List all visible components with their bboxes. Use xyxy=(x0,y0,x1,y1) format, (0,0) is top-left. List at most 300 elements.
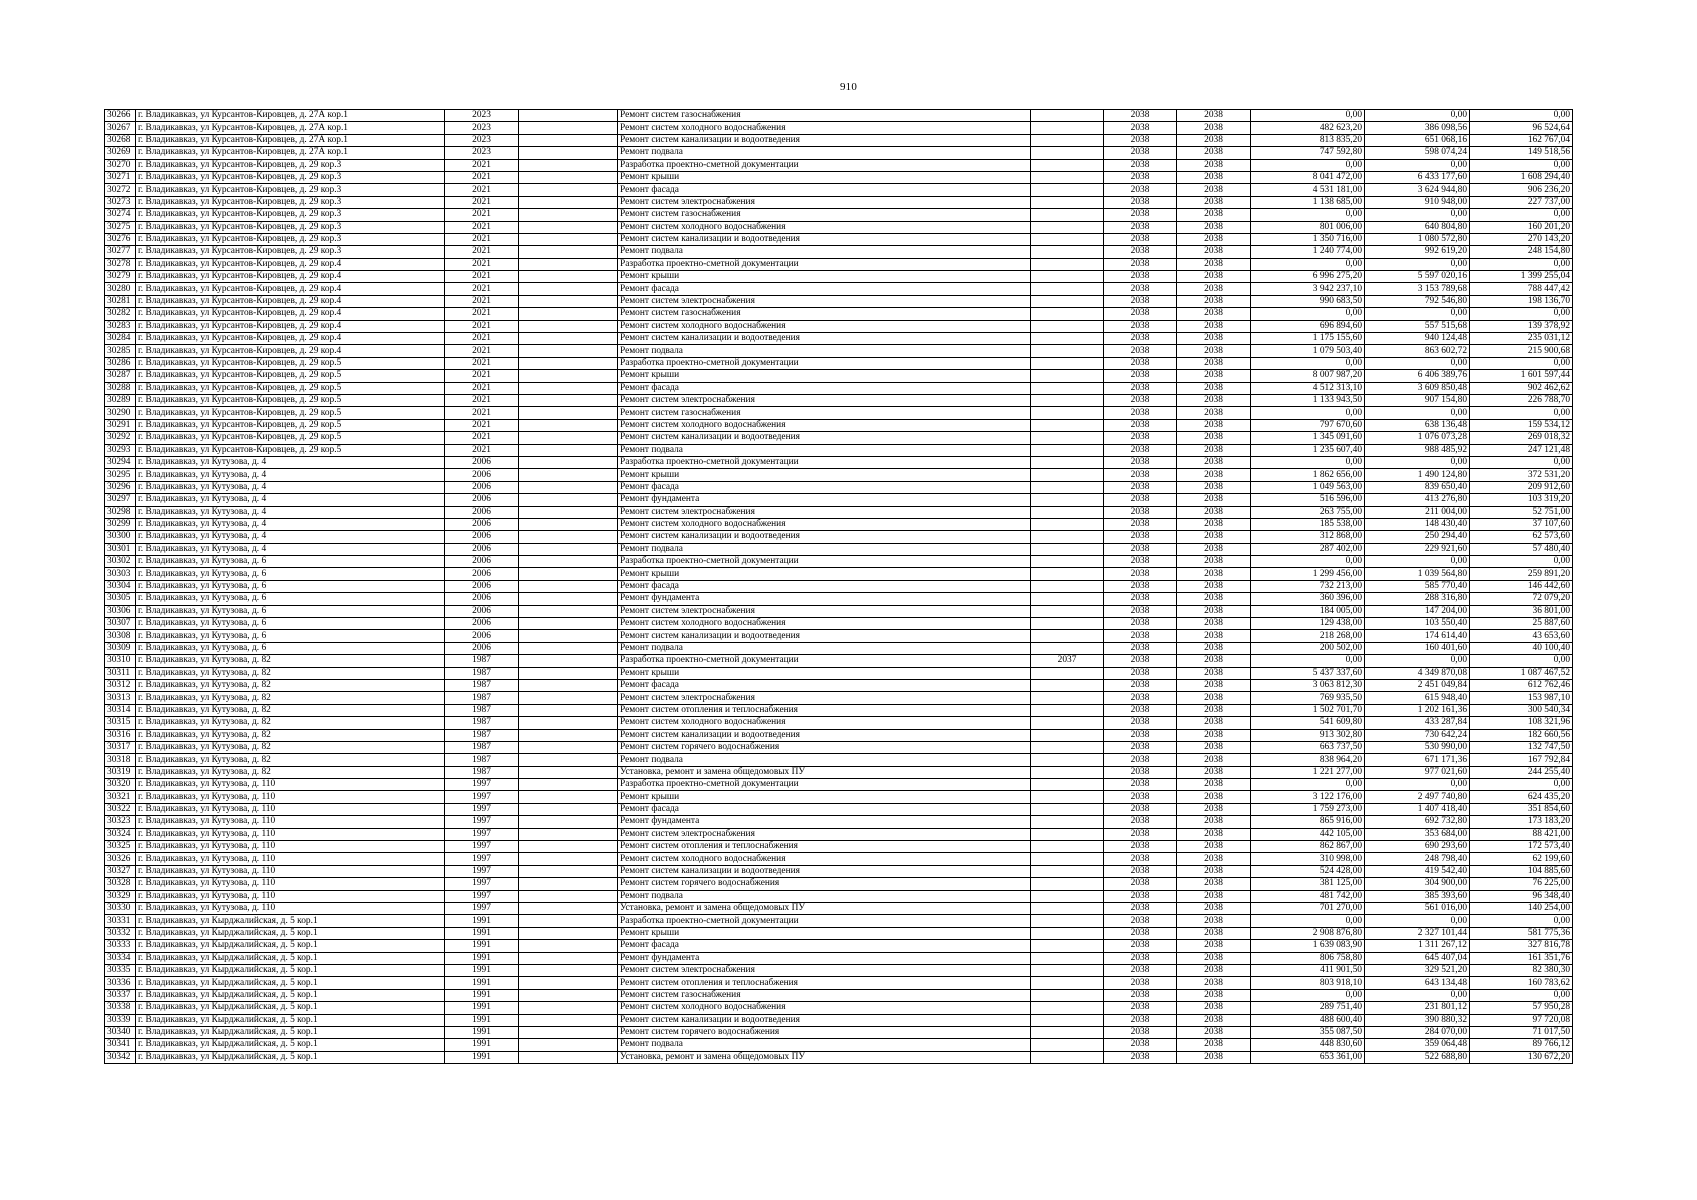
plan-year-start-cell: 2038 xyxy=(1104,989,1177,1001)
address-cell: г. Владикавказ, ул Кырджалийская, д. 5 кор.1 xyxy=(136,1026,445,1038)
blank-cell xyxy=(519,977,618,989)
fund-cost-cell: 640 804,80 xyxy=(1365,221,1470,233)
owner-cost-cell: 270 143,20 xyxy=(1470,233,1573,245)
build-year-cell: 2006 xyxy=(445,630,519,642)
plan-year-end-cell: 2038 xyxy=(1177,196,1251,208)
plan-year-end-cell: 2038 xyxy=(1177,1002,1251,1014)
build-year-cell: 1991 xyxy=(445,989,519,1001)
work-type-cell: Ремонт подвала xyxy=(618,345,1031,357)
fund-cost-cell: 359 064,48 xyxy=(1365,1039,1470,1051)
total-cost-cell: 1 221 277,00 xyxy=(1251,766,1365,778)
plan-year-start-cell: 2038 xyxy=(1104,890,1177,902)
owner-cost-cell: 62 199,60 xyxy=(1470,853,1573,865)
table-body xyxy=(105,110,1573,1064)
blank-cell xyxy=(519,196,618,208)
plan-year-end-cell: 2038 xyxy=(1177,481,1251,493)
table-row xyxy=(105,927,1573,939)
plan-year-start-cell: 2038 xyxy=(1104,518,1177,530)
plan-year-start-cell: 2038 xyxy=(1104,679,1177,691)
blank-cell xyxy=(519,171,618,183)
row-number: 30334 xyxy=(105,952,136,964)
row-number: 30327 xyxy=(105,865,136,877)
extra-year-cell xyxy=(1031,865,1104,877)
extra-year-cell xyxy=(1031,531,1104,543)
blank-cell xyxy=(519,890,618,902)
table-row xyxy=(105,419,1573,431)
work-type-cell: Ремонт систем электроснабжения xyxy=(618,605,1031,617)
plan-year-start-cell: 2038 xyxy=(1104,370,1177,382)
total-cost-cell: 2 908 876,80 xyxy=(1251,927,1365,939)
blank-cell xyxy=(519,667,618,679)
fund-cost-cell: 643 134,48 xyxy=(1365,977,1470,989)
address-cell: г. Владикавказ, ул Кырджалийская, д. 5 кор.1 xyxy=(136,927,445,939)
owner-cost-cell: 160 783,62 xyxy=(1470,977,1573,989)
total-cost-cell: 360 396,00 xyxy=(1251,593,1365,605)
address-cell: г. Владикавказ, ул Курсантов-Кировцев, д. 29 кор.4 xyxy=(136,258,445,270)
work-type-cell: Разработка проектно-сметной документации xyxy=(618,159,1031,171)
address-cell: г. Владикавказ, ул Курсантов-Кировцев, д. 29 кор.3 xyxy=(136,171,445,183)
work-type-cell: Ремонт систем газоснабжения xyxy=(618,308,1031,320)
plan-year-start-cell: 2038 xyxy=(1104,147,1177,159)
extra-year-cell xyxy=(1031,345,1104,357)
total-cost-cell: 0,00 xyxy=(1251,357,1365,369)
build-year-cell: 1997 xyxy=(445,841,519,853)
build-year-cell: 2021 xyxy=(445,258,519,270)
address-cell: г. Владикавказ, ул Кутузова, д. 82 xyxy=(136,754,445,766)
work-type-cell: Ремонт фундамента xyxy=(618,494,1031,506)
owner-cost-cell: 269 018,32 xyxy=(1470,432,1573,444)
extra-year-cell xyxy=(1031,246,1104,258)
plan-year-end-cell: 2038 xyxy=(1177,320,1251,332)
plan-year-end-cell: 2038 xyxy=(1177,630,1251,642)
blank-cell xyxy=(519,717,618,729)
row-number: 30267 xyxy=(105,122,136,134)
owner-cost-cell: 71 017,50 xyxy=(1470,1026,1573,1038)
blank-cell xyxy=(519,506,618,518)
plan-year-start-cell: 2038 xyxy=(1104,295,1177,307)
work-type-cell: Ремонт систем холодного водоснабжения xyxy=(618,717,1031,729)
fund-cost-cell: 0,00 xyxy=(1365,407,1470,419)
address-cell: г. Владикавказ, ул Кутузова, д. 82 xyxy=(136,679,445,691)
fund-cost-cell: 863 602,72 xyxy=(1365,345,1470,357)
fund-cost-cell: 638 136,48 xyxy=(1365,419,1470,431)
total-cost-cell: 0,00 xyxy=(1251,779,1365,791)
plan-year-end-cell: 2038 xyxy=(1177,679,1251,691)
owner-cost-cell: 76 225,00 xyxy=(1470,878,1573,890)
row-number: 30328 xyxy=(105,878,136,890)
work-type-cell: Ремонт систем канализации и водоотведения xyxy=(618,531,1031,543)
plan-year-end-cell: 2038 xyxy=(1177,370,1251,382)
work-type-cell: Ремонт систем холодного водоснабжения xyxy=(618,618,1031,630)
owner-cost-cell: 182 660,56 xyxy=(1470,729,1573,741)
row-number: 30338 xyxy=(105,1002,136,1014)
work-type-cell: Ремонт систем электроснабжения xyxy=(618,394,1031,406)
total-cost-cell: 6 996 275,20 xyxy=(1251,271,1365,283)
extra-year-cell xyxy=(1031,283,1104,295)
row-number: 30318 xyxy=(105,754,136,766)
owner-cost-cell: 0,00 xyxy=(1470,779,1573,791)
plan-year-end-cell: 2038 xyxy=(1177,878,1251,890)
fund-cost-cell: 651 068,16 xyxy=(1365,134,1470,146)
fund-cost-cell: 0,00 xyxy=(1365,209,1470,221)
row-number: 30337 xyxy=(105,989,136,1001)
work-type-cell: Ремонт крыши xyxy=(618,791,1031,803)
table-row xyxy=(105,221,1573,233)
extra-year-cell xyxy=(1031,890,1104,902)
row-number: 30326 xyxy=(105,853,136,865)
owner-cost-cell: 0,00 xyxy=(1470,456,1573,468)
row-number: 30281 xyxy=(105,295,136,307)
owner-cost-cell: 0,00 xyxy=(1470,110,1573,122)
total-cost-cell: 838 964,20 xyxy=(1251,754,1365,766)
plan-year-end-cell: 2038 xyxy=(1177,283,1251,295)
build-year-cell: 1991 xyxy=(445,1002,519,1014)
address-cell: г. Владикавказ, ул Курсантов-Кировцев, д. 27А кор.1 xyxy=(136,134,445,146)
build-year-cell: 2021 xyxy=(445,271,519,283)
plan-year-end-cell: 2038 xyxy=(1177,655,1251,667)
extra-year-cell xyxy=(1031,308,1104,320)
fund-cost-cell: 148 430,40 xyxy=(1365,518,1470,530)
plan-year-end-cell: 2038 xyxy=(1177,506,1251,518)
fund-cost-cell: 353 684,00 xyxy=(1365,828,1470,840)
address-cell: г. Владикавказ, ул Кутузова, д. 110 xyxy=(136,803,445,815)
row-number: 30341 xyxy=(105,1039,136,1051)
work-type-cell: Разработка проектно-сметной документации xyxy=(618,915,1031,927)
fund-cost-cell: 907 154,80 xyxy=(1365,394,1470,406)
work-type-cell: Ремонт подвала xyxy=(618,543,1031,555)
plan-year-start-cell: 2038 xyxy=(1104,1039,1177,1051)
build-year-cell: 1991 xyxy=(445,1026,519,1038)
extra-year-cell xyxy=(1031,147,1104,159)
blank-cell xyxy=(519,556,618,568)
build-year-cell: 1987 xyxy=(445,679,519,691)
work-type-cell: Ремонт систем холодного водоснабжения xyxy=(618,221,1031,233)
table-row xyxy=(105,444,1573,456)
work-type-cell: Ремонт систем горячего водоснабжения xyxy=(618,741,1031,753)
build-year-cell: 2006 xyxy=(445,568,519,580)
extra-year-cell xyxy=(1031,679,1104,691)
blank-cell xyxy=(519,766,618,778)
address-cell: г. Владикавказ, ул Кутузова, д. 110 xyxy=(136,903,445,915)
work-type-cell: Разработка проектно-сметной документации xyxy=(618,456,1031,468)
plan-year-end-cell: 2038 xyxy=(1177,1039,1251,1051)
owner-cost-cell: 0,00 xyxy=(1470,308,1573,320)
extra-year-cell xyxy=(1031,717,1104,729)
fund-cost-cell: 0,00 xyxy=(1365,456,1470,468)
plan-year-end-cell: 2038 xyxy=(1177,952,1251,964)
plan-year-end-cell: 2038 xyxy=(1177,828,1251,840)
plan-year-start-cell: 2038 xyxy=(1104,741,1177,753)
row-number: 30315 xyxy=(105,717,136,729)
table-row xyxy=(105,865,1573,877)
fund-cost-cell: 5 597 020,16 xyxy=(1365,271,1470,283)
blank-cell xyxy=(519,221,618,233)
address-cell: г. Владикавказ, ул Кутузова, д. 4 xyxy=(136,506,445,518)
plan-year-end-cell: 2038 xyxy=(1177,903,1251,915)
extra-year-cell xyxy=(1031,915,1104,927)
extra-year-cell xyxy=(1031,258,1104,270)
work-type-cell: Ремонт подвала xyxy=(618,1039,1031,1051)
work-type-cell: Ремонт систем холодного водоснабжения xyxy=(618,320,1031,332)
total-cost-cell: 0,00 xyxy=(1251,556,1365,568)
extra-year-cell xyxy=(1031,357,1104,369)
fund-cost-cell: 0,00 xyxy=(1365,779,1470,791)
owner-cost-cell: 96 524,64 xyxy=(1470,122,1573,134)
build-year-cell: 1997 xyxy=(445,816,519,828)
plan-year-end-cell: 2038 xyxy=(1177,853,1251,865)
row-number: 30295 xyxy=(105,469,136,481)
plan-year-start-cell: 2038 xyxy=(1104,345,1177,357)
plan-year-start-cell: 2038 xyxy=(1104,580,1177,592)
owner-cost-cell: 0,00 xyxy=(1470,357,1573,369)
address-cell: г. Владикавказ, ул Кутузова, д. 6 xyxy=(136,593,445,605)
plan-year-end-cell: 2038 xyxy=(1177,444,1251,456)
fund-cost-cell: 386 098,56 xyxy=(1365,122,1470,134)
table-row xyxy=(105,853,1573,865)
work-type-cell: Ремонт систем холодного водоснабжения xyxy=(618,419,1031,431)
total-cost-cell: 0,00 xyxy=(1251,655,1365,667)
owner-cost-cell: 209 912,60 xyxy=(1470,481,1573,493)
fund-cost-cell: 2 451 049,84 xyxy=(1365,679,1470,691)
plan-year-start-cell: 2038 xyxy=(1104,1014,1177,1026)
row-number: 30324 xyxy=(105,828,136,840)
table-row xyxy=(105,295,1573,307)
build-year-cell: 2006 xyxy=(445,481,519,493)
fund-cost-cell: 730 642,24 xyxy=(1365,729,1470,741)
address-cell: г. Владикавказ, ул Курсантов-Кировцев, д. 27А кор.1 xyxy=(136,122,445,134)
plan-year-start-cell: 2038 xyxy=(1104,159,1177,171)
fund-cost-cell: 557 515,68 xyxy=(1365,320,1470,332)
build-year-cell: 2021 xyxy=(445,345,519,357)
owner-cost-cell: 227 737,00 xyxy=(1470,196,1573,208)
table-row xyxy=(105,432,1573,444)
extra-year-cell xyxy=(1031,803,1104,815)
plan-year-start-cell: 2038 xyxy=(1104,481,1177,493)
plan-year-start-cell: 2038 xyxy=(1104,494,1177,506)
work-type-cell: Ремонт систем канализации и водоотведения xyxy=(618,729,1031,741)
table-row xyxy=(105,196,1573,208)
work-type-cell: Ремонт фасада xyxy=(618,481,1031,493)
total-cost-cell: 0,00 xyxy=(1251,209,1365,221)
plan-year-start-cell: 2038 xyxy=(1104,382,1177,394)
build-year-cell: 1987 xyxy=(445,692,519,704)
fund-cost-cell: 690 293,60 xyxy=(1365,841,1470,853)
blank-cell xyxy=(519,481,618,493)
build-year-cell: 2006 xyxy=(445,531,519,543)
plan-year-end-cell: 2038 xyxy=(1177,865,1251,877)
build-year-cell: 2021 xyxy=(445,320,519,332)
table-row xyxy=(105,679,1573,691)
total-cost-cell: 185 538,00 xyxy=(1251,518,1365,530)
blank-cell xyxy=(519,320,618,332)
plan-year-end-cell: 2038 xyxy=(1177,989,1251,1001)
address-cell: г. Владикавказ, ул Курсантов-Кировцев, д. 29 кор.5 xyxy=(136,432,445,444)
total-cost-cell: 442 105,00 xyxy=(1251,828,1365,840)
total-cost-cell: 865 916,00 xyxy=(1251,816,1365,828)
build-year-cell: 2021 xyxy=(445,357,519,369)
work-type-cell: Ремонт систем горячего водоснабжения xyxy=(618,1026,1031,1038)
total-cost-cell: 200 502,00 xyxy=(1251,642,1365,654)
table-row xyxy=(105,729,1573,741)
plan-year-end-cell: 2038 xyxy=(1177,258,1251,270)
fund-cost-cell: 522 688,80 xyxy=(1365,1051,1470,1063)
plan-year-start-cell: 2038 xyxy=(1104,283,1177,295)
build-year-cell: 2023 xyxy=(445,122,519,134)
plan-year-start-cell: 2038 xyxy=(1104,171,1177,183)
row-number: 30276 xyxy=(105,233,136,245)
plan-year-end-cell: 2038 xyxy=(1177,494,1251,506)
work-type-cell: Ремонт подвала xyxy=(618,444,1031,456)
table-row xyxy=(105,481,1573,493)
table-row xyxy=(105,209,1573,221)
owner-cost-cell: 1 608 294,40 xyxy=(1470,171,1573,183)
fund-cost-cell: 0,00 xyxy=(1365,258,1470,270)
build-year-cell: 1997 xyxy=(445,878,519,890)
work-type-cell: Ремонт систем холодного водоснабжения xyxy=(618,1002,1031,1014)
owner-cost-cell: 104 885,60 xyxy=(1470,865,1573,877)
fund-cost-cell: 250 294,40 xyxy=(1365,531,1470,543)
blank-cell xyxy=(519,679,618,691)
extra-year-cell xyxy=(1031,196,1104,208)
fund-cost-cell: 413 276,80 xyxy=(1365,494,1470,506)
plan-year-start-cell: 2038 xyxy=(1104,432,1177,444)
build-year-cell: 2006 xyxy=(445,580,519,592)
total-cost-cell: 0,00 xyxy=(1251,407,1365,419)
total-cost-cell: 663 737,50 xyxy=(1251,741,1365,753)
build-year-cell: 2021 xyxy=(445,394,519,406)
extra-year-cell xyxy=(1031,233,1104,245)
row-number: 30286 xyxy=(105,357,136,369)
build-year-cell: 1987 xyxy=(445,717,519,729)
plan-year-start-cell: 2038 xyxy=(1104,865,1177,877)
build-year-cell: 1991 xyxy=(445,1039,519,1051)
plan-year-end-cell: 2038 xyxy=(1177,717,1251,729)
plan-year-end-cell: 2038 xyxy=(1177,556,1251,568)
owner-cost-cell: 89 766,12 xyxy=(1470,1039,1573,1051)
fund-cost-cell: 671 171,36 xyxy=(1365,754,1470,766)
plan-year-end-cell: 2038 xyxy=(1177,469,1251,481)
plan-year-end-cell: 2038 xyxy=(1177,543,1251,555)
extra-year-cell xyxy=(1031,333,1104,345)
work-type-cell: Ремонт систем газоснабжения xyxy=(618,407,1031,419)
work-type-cell: Ремонт систем отопления и теплоснабжения xyxy=(618,841,1031,853)
row-number: 30269 xyxy=(105,147,136,159)
extra-year-cell xyxy=(1031,407,1104,419)
extra-year-cell xyxy=(1031,580,1104,592)
table-row xyxy=(105,952,1573,964)
table-row xyxy=(105,630,1573,642)
extra-year-cell xyxy=(1031,1002,1104,1014)
owner-cost-cell: 0,00 xyxy=(1470,159,1573,171)
total-cost-cell: 0,00 xyxy=(1251,159,1365,171)
table-row xyxy=(105,593,1573,605)
blank-cell xyxy=(519,184,618,196)
extra-year-cell xyxy=(1031,444,1104,456)
blank-cell xyxy=(519,865,618,877)
fund-cost-cell: 0,00 xyxy=(1365,989,1470,1001)
work-type-cell: Ремонт фундамента xyxy=(618,952,1031,964)
plan-year-start-cell: 2038 xyxy=(1104,258,1177,270)
blank-cell xyxy=(519,432,618,444)
address-cell: г. Владикавказ, ул Кутузова, д. 110 xyxy=(136,828,445,840)
row-number: 30317 xyxy=(105,741,136,753)
address-cell: г. Владикавказ, ул Курсантов-Кировцев, д. 29 кор.4 xyxy=(136,295,445,307)
table-row xyxy=(105,754,1573,766)
work-type-cell: Ремонт фасада xyxy=(618,382,1031,394)
row-number: 30284 xyxy=(105,333,136,345)
extra-year-cell xyxy=(1031,642,1104,654)
fund-cost-cell: 839 650,40 xyxy=(1365,481,1470,493)
total-cost-cell: 1 049 563,00 xyxy=(1251,481,1365,493)
address-cell: г. Владикавказ, ул Курсантов-Кировцев, д. 29 кор.3 xyxy=(136,196,445,208)
fund-cost-cell: 390 880,32 xyxy=(1365,1014,1470,1026)
total-cost-cell: 184 005,00 xyxy=(1251,605,1365,617)
extra-year-cell xyxy=(1031,779,1104,791)
plan-year-start-cell: 2038 xyxy=(1104,766,1177,778)
plan-year-start-cell: 2038 xyxy=(1104,407,1177,419)
extra-year-cell xyxy=(1031,878,1104,890)
work-type-cell: Ремонт фасада xyxy=(618,803,1031,815)
plan-year-end-cell: 2038 xyxy=(1177,246,1251,258)
plan-year-end-cell: 2038 xyxy=(1177,977,1251,989)
plan-year-end-cell: 2038 xyxy=(1177,766,1251,778)
total-cost-cell: 990 683,50 xyxy=(1251,295,1365,307)
work-type-cell: Ремонт систем холодного водоснабжения xyxy=(618,853,1031,865)
table-row xyxy=(105,184,1573,196)
plan-year-start-cell: 2038 xyxy=(1104,506,1177,518)
row-number: 30303 xyxy=(105,568,136,580)
table-row xyxy=(105,989,1573,1001)
extra-year-cell xyxy=(1031,456,1104,468)
owner-cost-cell: 97 720,08 xyxy=(1470,1014,1573,1026)
work-type-cell: Ремонт систем отопления и теплоснабжения xyxy=(618,704,1031,716)
build-year-cell: 2006 xyxy=(445,593,519,605)
total-cost-cell: 0,00 xyxy=(1251,258,1365,270)
fund-cost-cell: 0,00 xyxy=(1365,915,1470,927)
plan-year-start-cell: 2038 xyxy=(1104,233,1177,245)
extra-year-cell xyxy=(1031,754,1104,766)
table-row xyxy=(105,407,1573,419)
total-cost-cell: 481 742,00 xyxy=(1251,890,1365,902)
blank-cell xyxy=(519,271,618,283)
address-cell: г. Владикавказ, ул Курсантов-Кировцев, д. 29 кор.3 xyxy=(136,209,445,221)
plan-year-start-cell: 2038 xyxy=(1104,667,1177,679)
plan-year-end-cell: 2038 xyxy=(1177,456,1251,468)
plan-year-start-cell: 2038 xyxy=(1104,271,1177,283)
row-number: 30320 xyxy=(105,779,136,791)
address-cell: г. Владикавказ, ул Курсантов-Кировцев, д. 29 кор.5 xyxy=(136,370,445,382)
extra-year-cell xyxy=(1031,134,1104,146)
plan-year-start-cell: 2038 xyxy=(1104,692,1177,704)
address-cell: г. Владикавказ, ул Курсантов-Кировцев, д. 29 кор.3 xyxy=(136,246,445,258)
fund-cost-cell: 910 948,00 xyxy=(1365,196,1470,208)
plan-year-end-cell: 2038 xyxy=(1177,432,1251,444)
total-cost-cell: 488 600,40 xyxy=(1251,1014,1365,1026)
row-number: 30304 xyxy=(105,580,136,592)
plan-year-start-cell: 2038 xyxy=(1104,543,1177,555)
build-year-cell: 2021 xyxy=(445,333,519,345)
work-type-cell: Ремонт крыши xyxy=(618,171,1031,183)
table-row xyxy=(105,258,1573,270)
blank-cell xyxy=(519,915,618,927)
total-cost-cell: 312 868,00 xyxy=(1251,531,1365,543)
table-row xyxy=(105,233,1573,245)
work-type-cell: Ремонт систем канализации и водоотведения xyxy=(618,233,1031,245)
work-type-cell: Установка, ремонт и замена общедомовых ПУ xyxy=(618,766,1031,778)
row-number: 30280 xyxy=(105,283,136,295)
address-cell: г. Владикавказ, ул Кутузова, д. 6 xyxy=(136,642,445,654)
total-cost-cell: 1 862 656,00 xyxy=(1251,469,1365,481)
